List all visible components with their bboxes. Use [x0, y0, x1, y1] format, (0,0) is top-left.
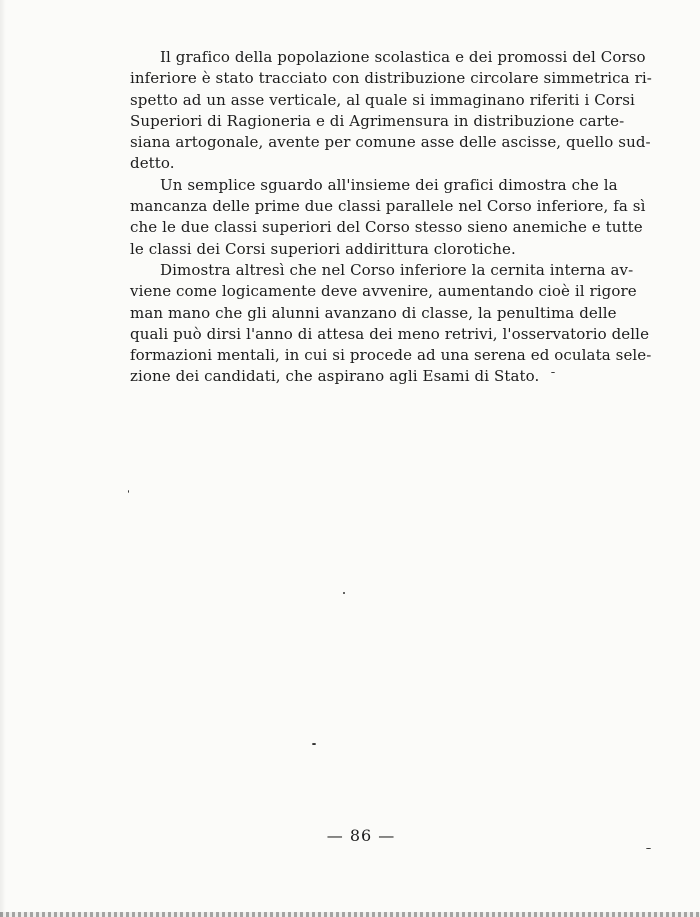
- text-line: siana artogonale, avente per comune asse delle ascisse, quello sud-: [130, 133, 651, 152]
- text-line: inferiore è stato tracciato con distribuzione circolare simmetrica ri-: [130, 69, 652, 88]
- scan-edge-bottom: [0, 912, 700, 917]
- text-line: Il grafico della popolazione scolastica e dei promossi del Corso: [160, 48, 646, 66]
- paragraph-1: [130, 47, 652, 175]
- text-line: Superiori di Ragioneria e di Agrimensura in distribuzione carte-: [130, 111, 625, 130]
- scan-speck: [646, 848, 651, 849]
- text-line: man mano che gli alunni avanzano di classe, la penultima delle: [130, 303, 617, 322]
- body-text: [130, 47, 652, 388]
- scan-edge-shadow: [0, 0, 6, 917]
- text-line: che le due classi superiori del Corso stesso sieno anemiche e tutte: [130, 218, 643, 237]
- paragraph-3: [130, 260, 652, 388]
- scan-speck: [128, 490, 129, 493]
- text-line: formazioni mentali, in cui si procede ad una serena ed oculata sele-: [130, 346, 652, 365]
- scan-speck: [312, 743, 316, 745]
- text-line: spetto ad un asse verticale, al quale si immaginano riferiti i Corsi: [130, 90, 635, 109]
- page-number: — 86 —: [326, 826, 396, 845]
- text-line: le classi dei Corsi superiori addirittura clorotiche.: [130, 239, 516, 258]
- text-line: Dimostra altresì che nel Corso inferiore la cernita interna av-: [160, 260, 634, 279]
- text-line: zione dei candidati, che aspirano agli Esami di Stato.: [130, 367, 540, 386]
- text-line: detto.: [130, 154, 175, 173]
- text-line: Un semplice sguardo all'insieme dei grafici dimostra che la: [160, 175, 618, 194]
- scan-speck: [551, 372, 555, 373]
- text-line: quali può dirsi l'anno di attesa dei meno retrivi, l'osservatorio delle: [130, 324, 650, 343]
- paragraph-2: [130, 175, 646, 260]
- text-line: mancanza delle prime due classi parallele nel Corso inferiore, fa sì: [130, 197, 646, 216]
- scan-speck: [343, 592, 345, 594]
- text-line: viene come logicamente deve avvenire, aumentando cioè il rigore: [130, 282, 637, 301]
